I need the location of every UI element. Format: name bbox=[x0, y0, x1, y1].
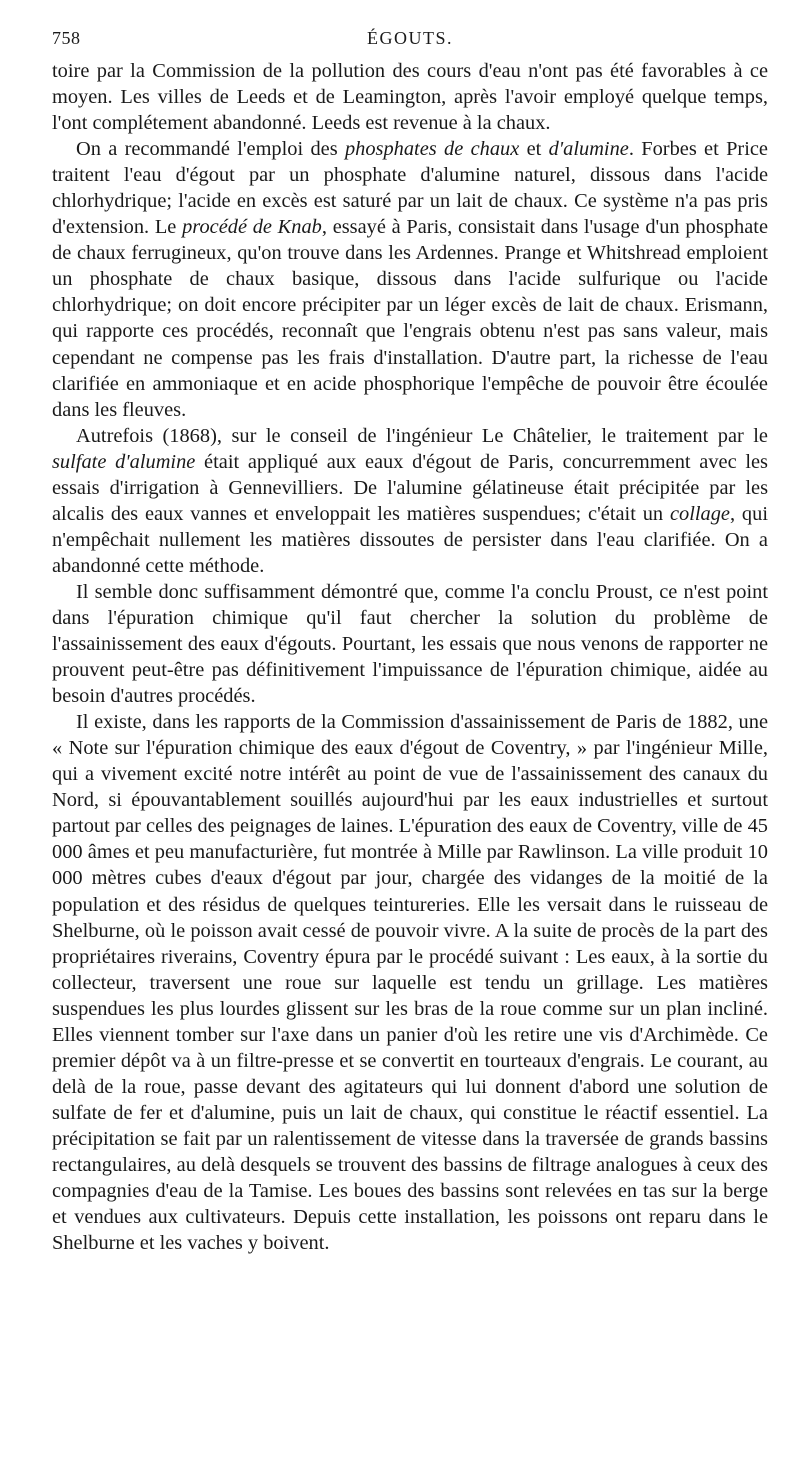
text-run: et bbox=[519, 138, 549, 161]
text-run: toire par la Commission de la pollution des cours d'eau n'ont pas été favorables à ce moyen. Les villes de Leeds et de Leamington, après l'avoir employé quelque temps, l'ont complétement abandonné. Leeds est revenue à la chaux. bbox=[52, 60, 768, 135]
italic-term: sulfate d'alumine bbox=[52, 450, 196, 473]
text-run: Il semble donc suffisamment démontré que, comme l'a conclu Proust, ce n'est point dans l'épuration chimique qu'il faut chercher la solution du problème de l'assainissement des eaux d'égouts. Pourtant, les essais que nous venons de rapporter ne prouvent peut-être pas définitivement l'impuissance de l'épuration chimique, aidée au besoin d'autres procédés. bbox=[52, 580, 768, 708]
paragraph bbox=[52, 58, 768, 136]
text-run: , qui n'empêchait nullement les matières dissoutes de persister dans l'eau clarifiée. On a abandonné cette méthode. bbox=[52, 502, 768, 577]
paragraph bbox=[52, 423, 768, 579]
text-run: On a recommandé l'emploi des bbox=[76, 138, 345, 161]
book-page bbox=[52, 28, 768, 1256]
paragraph bbox=[52, 709, 768, 1256]
paragraph bbox=[52, 579, 768, 709]
italic-term: procédé de Knab bbox=[182, 216, 322, 239]
text-run: , essayé à Paris, consistait dans l'usage d'un phosphate de chaux ferrugineux, qu'on trouve dans les Ardennes. Prange et Whitshread emploient un phosphate de chaux basique, dissous dans l'acide sulfurique ou l'acide chlorhydrique; on doit encore précipiter par un léger excès de lait de chaux. Erismann, qui rapporte ces procédés, reconnaît que l'engrais obtenu n'est pas sans valeur, mais cependant ne compense pas les frais d'installation. D'autre part, la richesse de l'eau clarifiée en ammoniaque et en acide phosphorique l'empêche de pouvoir être écoulée dans les fleuves. bbox=[52, 216, 768, 421]
paragraph bbox=[52, 136, 768, 423]
italic-term: collage bbox=[669, 502, 730, 525]
text-run: . Forbes et Price traitent l'eau d'égout par un phosphate d'alumine naturel, dissous dans l'acide chlorhydrique; l'acide en excès est saturé par un lait de chaux. Ce système n'a pas pris d'extension. Le bbox=[52, 138, 768, 239]
body-text bbox=[52, 58, 768, 1256]
italic-term: d'alumine bbox=[548, 138, 629, 161]
page-header bbox=[52, 28, 768, 58]
running-title: ÉGOUTS. bbox=[367, 28, 453, 48]
text-run: Il existe, dans les rapports de la Commission d'assainissement de Paris de 1882, une « Note sur l'épuration chimique des eaux d'égout de Coventry, » par l'ingénieur Mille, qui a vivement excité notre intérêt au point de vue de l'assainissement des canaux du Nord, si épouvantablement souillés aujourd'hui par les eaux industrielles et surtout partout par celles des peignages de laines. L'épuration des eaux de Coventry, ville de 45 000 âmes et peu manufacturière, fut montrée à Mille par Rawlinson. La ville produit 10 000 mètres cubes d'eaux d'égout par jour, chargée des vidanges de la moitié de la population et des résidus de quelques teintureries. Elle les versait dans le ruisseau de Shelburne, où le poisson avait cessé de pouvoir vivre. A la suite de procès de la part des propriétaires riverains, Coventry épura par le procédé suivant : Les eaux, à la sortie du collecteur, traversent une roue sur laquelle est tendu un grillage. Les matières suspendues les plus lourdes glissent sur les bras de la roue comme sur un plan incliné. Elles viennent tomber sur l'axe dans un panier d'où les retire une vis d'Archimède. Ce premier dépôt va à un filtre-presse et se convertit en tourteaux d'engrais. Le courant, au delà de la roue, passe devant des agitateurs qui lui donnent d'abord une solution de sulfate de fer et d'alumine, puis un lait de chaux, qui constitue le réactif essentiel. La précipitation se fait par un ralentissement de vitesse dans la traversée de grands bassins rectangulaires, au delà desquels se trouvent des bassins de filtrage analogues à ceux des compagnies d'eau de la Tamise. Les boues des bassins sont relevées en tas sur la berge et vendues aux cultivateurs. Depuis cette installation, les poissons ont reparu dans le Shelburne et les vaches y boivent. bbox=[52, 711, 768, 1255]
italic-term: phosphates de chaux bbox=[344, 138, 520, 161]
page-number: 758 bbox=[52, 28, 81, 48]
text-run: était appliqué aux eaux d'égout de Paris, concurremment avec les essais d'irrigation à Gennevilliers. De l'alumine gélatineuse était précipitée par les alcalis des eaux vannes et enveloppait les matières suspendues; c'était un bbox=[52, 450, 768, 525]
text-run: Autrefois (1868), sur le conseil de l'ingénieur Le Châtelier, le traitement par le bbox=[76, 424, 768, 447]
